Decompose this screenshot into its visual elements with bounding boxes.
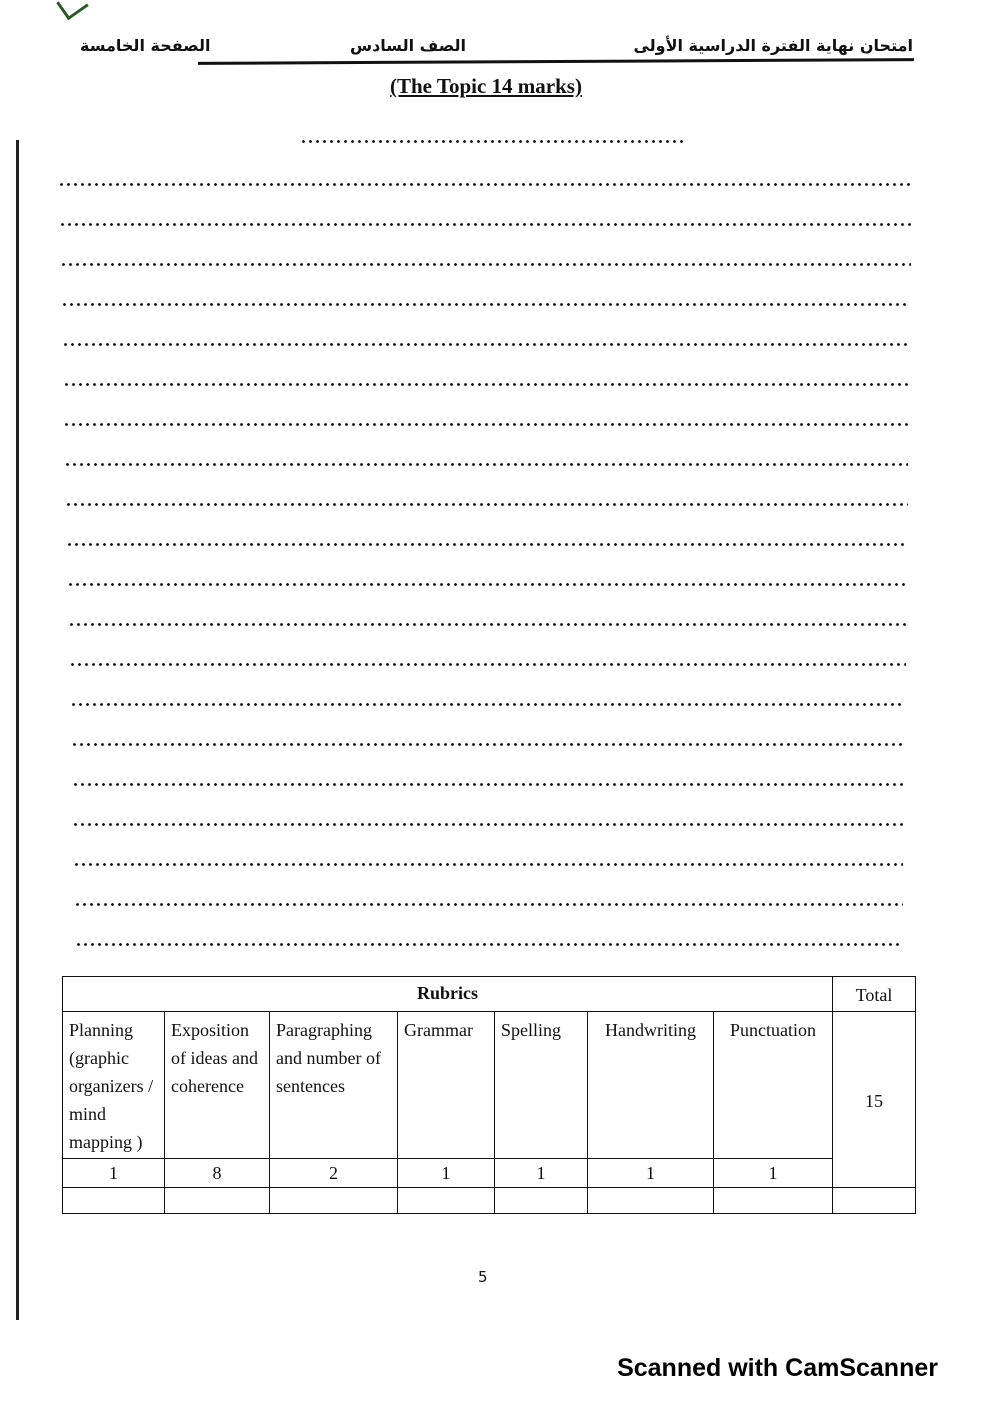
page-edge bbox=[16, 140, 19, 1320]
score-handwriting[interactable] bbox=[588, 1188, 714, 1214]
score-grammar[interactable] bbox=[398, 1188, 495, 1214]
criterion-punctuation: Punctuation bbox=[714, 1012, 833, 1159]
marks-exposition: 8 bbox=[165, 1159, 270, 1188]
camscanner-watermark: Scanned with CamScanner bbox=[617, 1354, 938, 1382]
marks-spelling: 1 bbox=[495, 1159, 588, 1188]
corner-mark bbox=[56, 0, 89, 20]
score-total[interactable] bbox=[833, 1188, 916, 1214]
writing-line[interactable] bbox=[70, 703, 906, 706]
writing-line[interactable] bbox=[59, 223, 912, 226]
score-paragraphing[interactable] bbox=[270, 1188, 398, 1214]
marks-grammar: 1 bbox=[398, 1159, 495, 1188]
criterion-spelling: Spelling bbox=[495, 1012, 588, 1159]
writing-line[interactable] bbox=[63, 383, 910, 386]
criterion-planning: Planning (graphic organizers / mind mapping ) bbox=[63, 1012, 165, 1159]
score-punctuation[interactable] bbox=[714, 1188, 833, 1214]
writing-line[interactable] bbox=[75, 943, 902, 946]
writing-line[interactable] bbox=[58, 183, 912, 186]
total-value: 15 bbox=[833, 1012, 916, 1188]
topic-title-line[interactable] bbox=[300, 140, 686, 143]
grade-label: الصف السادس bbox=[350, 36, 466, 55]
marks-planning: 1 bbox=[63, 1159, 165, 1188]
writing-line[interactable] bbox=[62, 343, 910, 346]
criterion-grammar: Grammar bbox=[398, 1012, 495, 1159]
criterion-handwriting: Handwriting bbox=[588, 1012, 714, 1159]
score-exposition[interactable] bbox=[165, 1188, 270, 1214]
criterion-paragraphing: Paragraphing and number of sentences bbox=[270, 1012, 398, 1159]
writing-line[interactable] bbox=[72, 823, 904, 826]
exam-label: امتحان نهاية الفترة الدراسية الأولى bbox=[633, 36, 913, 55]
writing-line[interactable] bbox=[73, 863, 903, 866]
marks-paragraphing: 2 bbox=[270, 1159, 398, 1188]
page-label: الصفحة الخامسة bbox=[80, 36, 211, 55]
writing-line[interactable] bbox=[71, 743, 905, 746]
criterion-exposition: Exposition of ideas and coherence bbox=[165, 1012, 270, 1159]
writing-line[interactable] bbox=[63, 423, 909, 426]
rubrics-table bbox=[62, 976, 916, 1214]
topic-title: (The Topic 14 marks) bbox=[390, 74, 582, 98]
writing-line[interactable] bbox=[67, 583, 907, 586]
writing-line[interactable] bbox=[65, 503, 908, 506]
total-header: Total bbox=[833, 977, 916, 1012]
writing-line[interactable] bbox=[72, 783, 905, 786]
marks-punctuation: 1 bbox=[714, 1159, 833, 1188]
writing-line[interactable] bbox=[66, 543, 907, 546]
rubrics-title: Rubrics bbox=[63, 977, 833, 1012]
score-spelling[interactable] bbox=[495, 1188, 588, 1214]
writing-line[interactable] bbox=[61, 303, 911, 306]
page-number: 5 bbox=[478, 1268, 488, 1286]
marks-handwriting: 1 bbox=[588, 1159, 714, 1188]
writing-line[interactable] bbox=[74, 903, 903, 906]
writing-line[interactable] bbox=[68, 623, 907, 626]
writing-line[interactable] bbox=[64, 463, 908, 466]
score-planning[interactable] bbox=[63, 1188, 165, 1214]
writing-line[interactable] bbox=[60, 263, 911, 266]
writing-line[interactable] bbox=[69, 663, 906, 666]
